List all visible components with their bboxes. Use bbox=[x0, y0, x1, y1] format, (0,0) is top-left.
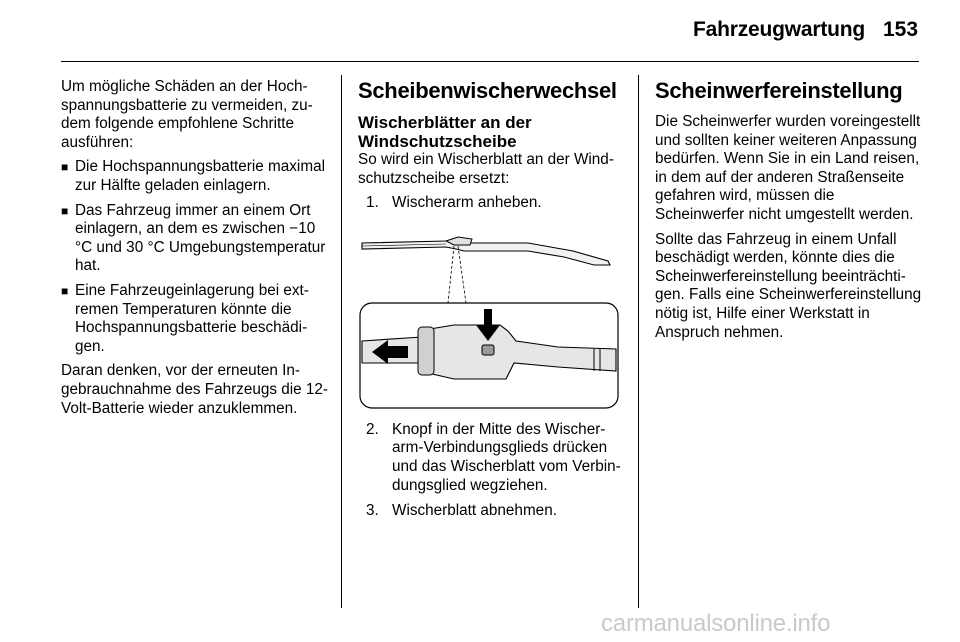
column-storage-advice bbox=[61, 78, 329, 424]
wiper-heading: Scheibenwischerwechsel bbox=[358, 78, 617, 103]
step-number: 3. bbox=[366, 502, 379, 520]
headlamp-paragraph: Die Scheinwerfer wurden voreingestellt und sollten keiner weiteren Anpassung bedürfen. Wenn Sie in ein Land reisen, in dem auf der anderen Straßenseite gefahren wird, müssen die Scheinwerfer nicht umgestellt werden. bbox=[655, 113, 921, 223]
column-wiper-replacement bbox=[358, 78, 626, 528]
step-number: 1. bbox=[366, 194, 379, 212]
bullet-text: Eine Fahrzeugeinlagerung bei extremen Temperaturen könnte die Hochspannungsbatterie beschädigen. bbox=[75, 281, 309, 355]
headlamp-heading: Scheinwerfereinstellung bbox=[655, 78, 903, 103]
detail-clip-shape bbox=[418, 327, 434, 375]
step-item bbox=[366, 194, 626, 213]
headlamp-paragraph: Sollte das Fahrzeug in einem Unfall beschädigt werden, könnte dies die Scheinwerfereinstellung beeinträchtigen. Falls eine Scheinwerfereinstellung nötig ist, Hilfe einer Werkstatt in Anspruch nehmen. bbox=[655, 230, 922, 341]
bullet-item bbox=[61, 282, 329, 356]
section-title: Fahrzeugwartung bbox=[693, 18, 866, 41]
wiper-blade-shape bbox=[362, 239, 610, 265]
step-number: 2. bbox=[366, 420, 379, 438]
bullet-item bbox=[61, 158, 329, 195]
wiper-illustration bbox=[358, 221, 620, 411]
storage-outro: Daran denken, vor der erneuten Ingebrauchnahme des Fahrzeugs die 12-Volt-Batterie wieder anzuklemmen. bbox=[61, 362, 329, 417]
bullet-text: Die Hochspannungsbatterie maximal zur Hälfte geladen einlagern. bbox=[75, 158, 325, 194]
page-header bbox=[0, 14, 960, 54]
wiper-intro: So wird ein Wischerblatt an der Windschutzscheibe ersetzt: bbox=[358, 151, 614, 187]
column-divider-2 bbox=[638, 75, 639, 608]
step-item bbox=[366, 502, 626, 521]
leader-line bbox=[448, 246, 454, 303]
bullet-square-icon: ■ bbox=[61, 160, 69, 175]
bullet-text: Das Fahrzeug immer an einem Ort einlagern, an dem es zwischen −10 °C und 30 °C Umgebungstemperatur hat. bbox=[75, 201, 326, 275]
step-text: Knopf in der Mitte des Wischerarm-Verbindungsglieds drücken und das Wischerblatt vom Verbindungsglied wegziehen. bbox=[392, 420, 621, 494]
step-item bbox=[366, 421, 626, 495]
step-text: Wischerarm anheben. bbox=[392, 194, 542, 212]
leader-line bbox=[458, 246, 466, 303]
release-button-shape bbox=[482, 345, 494, 355]
step-text: Wischerblatt abnehmen. bbox=[392, 502, 557, 520]
page-number: 153 bbox=[883, 18, 919, 41]
column-headlamp-aiming bbox=[655, 78, 923, 348]
bullet-square-icon: ■ bbox=[61, 203, 69, 218]
storage-intro: Um mögliche Schäden an der Hochspannungsbatterie zu vermeiden, zudem folgende empfohlene Schritte ausführen: bbox=[61, 78, 313, 151]
bullet-square-icon: ■ bbox=[61, 283, 69, 298]
column-divider-1 bbox=[341, 75, 342, 608]
bullet-item bbox=[61, 202, 329, 276]
site-watermark: carmanualsonline.info bbox=[601, 610, 831, 637]
header-divider bbox=[61, 61, 919, 62]
wiper-subheading: Wischerblätter an der Windschutzscheibe bbox=[358, 113, 532, 151]
